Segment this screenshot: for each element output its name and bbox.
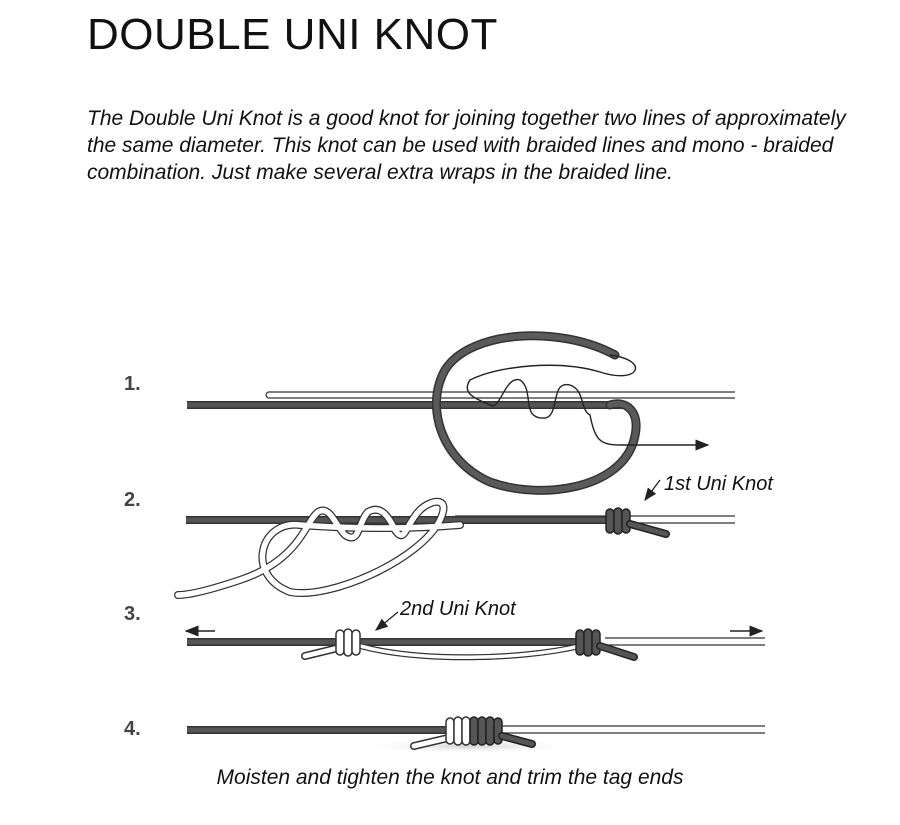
light-line <box>500 726 765 733</box>
step-2-illustration <box>178 473 774 595</box>
caption: Moisten and tighten the knot and trim the tag ends <box>216 766 684 789</box>
callout-first-uni-knot: 1st Uni Knot <box>664 473 773 495</box>
light-line <box>605 638 765 645</box>
tag-wraps <box>467 355 708 445</box>
callout-arrow-2 <box>376 612 398 630</box>
step-number-4: 4. <box>124 718 141 740</box>
step-number-1: 1. <box>124 373 141 395</box>
first-uni-knot <box>576 629 634 657</box>
callout-arrow-1 <box>645 480 660 500</box>
page-title: DOUBLE UNI KNOT <box>87 10 498 59</box>
step-number-2: 2. <box>124 489 141 511</box>
callout-second-uni-knot: 2nd Uni Knot <box>400 598 516 620</box>
step-3-illustration <box>186 598 765 657</box>
step-1-illustration <box>187 336 735 491</box>
joined-knot <box>446 717 502 745</box>
first-uni-knot <box>606 508 666 534</box>
intro-text: The Double Uni Knot is a good knot for joining together two lines of approximately the same diameter. This knot can be used with braided lines and mono - braided combination. Just make several extra wraps in the braided line. <box>87 107 846 184</box>
step-number-3: 3. <box>124 603 141 625</box>
step-4-illustration <box>187 717 765 754</box>
